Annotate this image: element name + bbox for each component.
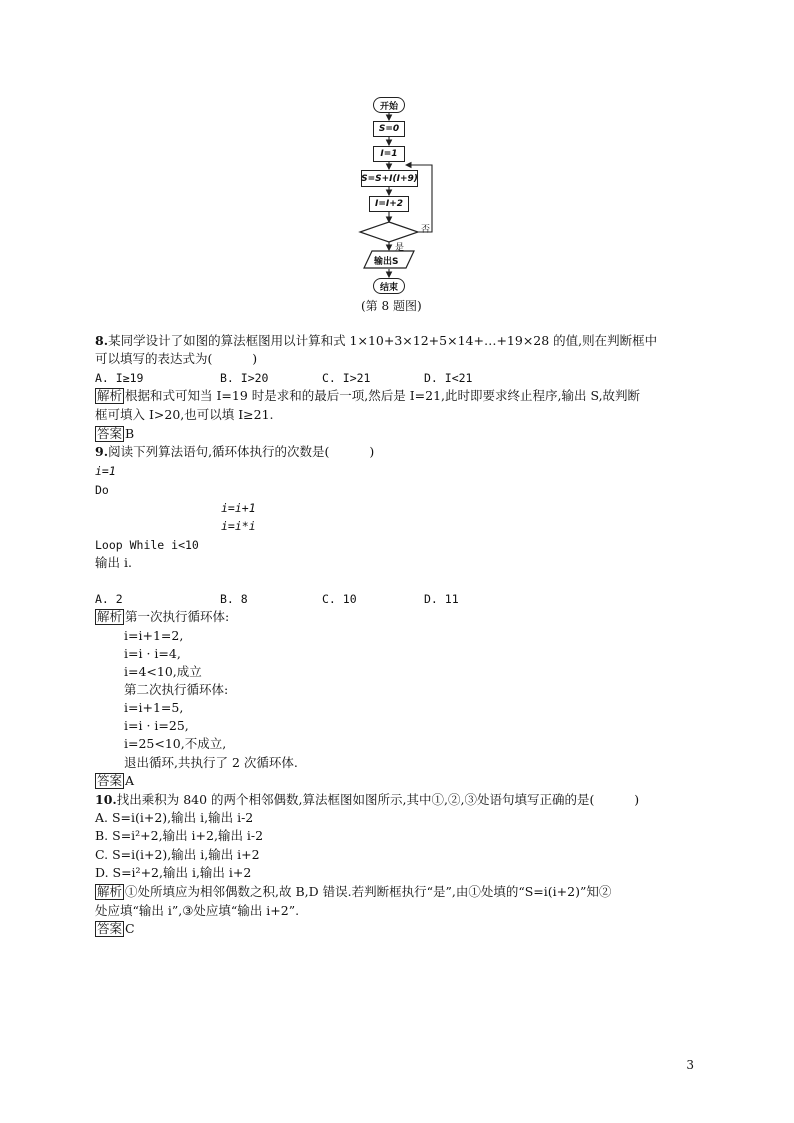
q10-analysis-text2: 处应填“输出 i”,③处应填“输出 i+2”. <box>95 903 300 918</box>
q9-analysis-line: 第二次执行循环体: <box>124 682 229 697</box>
q10-answer-value: C <box>125 921 135 936</box>
q9-stem-end: ) <box>369 444 375 459</box>
q9-option-d: D. 11 <box>424 592 459 606</box>
q9-option-a: A. 2 <box>95 592 123 606</box>
q9-answer-tag: 答案 <box>97 773 123 788</box>
q9-analysis-head <box>95 609 229 625</box>
s-init-node: S=0 <box>373 121 405 137</box>
start-node: 开始 <box>373 97 405 113</box>
q8-option-d: D. I<21 <box>424 371 473 385</box>
q8-analysis-tag: 解析 <box>97 388 123 403</box>
q8-option-c: C. I>21 <box>322 371 371 385</box>
q8-stem-line2 <box>95 351 257 367</box>
q8-analysis-text2: 框可填入 I>20,也可以填 I≥21. <box>95 407 274 422</box>
q8-number: 8. <box>95 333 109 348</box>
q9-analysis-line: i=i · i=4, <box>124 646 181 661</box>
q9-analysis-line: i=i+1=5, <box>124 700 184 715</box>
condition-diamond <box>360 222 418 242</box>
figure-caption: (第 8 题图) <box>361 299 422 313</box>
i-update-node: I=I+2 <box>369 196 409 212</box>
q10-option-c: C. S=i(i+2),输出 i,输出 i+2 <box>95 847 260 862</box>
q9-code-line: 输出 i. <box>95 555 132 570</box>
q10-answer <box>95 921 135 937</box>
q9-code-line: i=i*i <box>221 519 256 533</box>
q9-option-c: C. 10 <box>322 592 357 606</box>
q9-analysis-tag: 解析 <box>97 609 123 624</box>
q8-answer <box>95 426 134 442</box>
q8-stem-end: ) <box>252 351 258 366</box>
q9-code-line: Do <box>95 483 109 497</box>
q10-analysis-line1 <box>95 884 611 900</box>
q10-analysis-tag: 解析 <box>97 884 123 899</box>
q10-option-a: A. S=i(i+2),输出 i,输出 i-2 <box>95 810 254 825</box>
q9-number: 9. <box>95 444 109 459</box>
q10-answer-tag: 答案 <box>97 921 123 936</box>
q10-stem <box>95 792 639 808</box>
q8-stem-text: 某同学设计了如图的算法框图用以计算和式 1×10+3×12+5×14+…+19×28 的值,则在判断框中 <box>108 333 658 348</box>
q9-analysis-line: i=25<10,不成立, <box>124 736 227 751</box>
q9-analysis-line: 退出循环,共执行了 2 次循环体. <box>124 755 298 770</box>
q8-option-b: B. I>20 <box>220 371 269 385</box>
yes-label: 是 <box>395 243 405 253</box>
q9-option-b: B. 8 <box>220 592 248 606</box>
q8-answer-tag: 答案 <box>97 426 123 441</box>
page-number: 3 <box>686 1058 694 1072</box>
q10-stem-end: ) <box>634 792 640 807</box>
q8-analysis-text1: 根据和式可知当 I=19 时是求和的最后一项,然后是 I=21,此时即要求终止程序,输出 S,故判断 <box>125 388 641 403</box>
q9-answer <box>95 773 134 789</box>
q9-code-line: Loop While i<10 <box>95 538 199 552</box>
q10-option-b: B. S=i²+2,输出 i+2,输出 i-2 <box>95 828 264 843</box>
end-node: 结束 <box>373 278 405 294</box>
q9-code-line: i=i+1 <box>221 501 256 515</box>
q8-stem-line1 <box>95 333 657 349</box>
s-update-node: S=S+I(I+9) <box>361 170 418 187</box>
i-init-node: I=1 <box>373 146 405 162</box>
q9-analysis-line: i=i · i=25, <box>124 718 189 733</box>
q8-answer-value: B <box>125 426 135 441</box>
q9-analysis-line: 第一次执行循环体: <box>125 609 230 624</box>
q8-analysis-line1 <box>95 388 640 404</box>
output-text: 输出S <box>374 257 399 267</box>
q9-analysis-line: i=i+1=2, <box>124 628 184 643</box>
q8-option-a: A. I≥19 <box>95 371 144 385</box>
q10-analysis-text1: ①处所填应为相邻偶数之积,故 B,D 错误.若判断框执行“是”,由①处填的“S=i(i+2)”知② <box>125 884 612 899</box>
q9-answer-value: A <box>125 773 135 788</box>
no-label: 否 <box>421 225 431 235</box>
q9-analysis-line: i=4<10,成立 <box>124 664 202 679</box>
q10-option-d: D. S=i²+2,输出 i,输出 i+2 <box>95 865 252 880</box>
q9-code-line: i=1 <box>95 464 116 478</box>
q8-stem-text2: 可以填写的表达式为( <box>95 351 213 366</box>
q9-stem <box>95 444 374 460</box>
q10-number: 10. <box>95 792 117 807</box>
q9-stem-text: 阅读下列算法语句,循环体执行的次数是( <box>108 444 330 459</box>
q10-stem-text: 找出乘积为 840 的两个相邻偶数,算法框图如图所示,其中①,②,③处语句填写正确的是( <box>116 792 595 807</box>
